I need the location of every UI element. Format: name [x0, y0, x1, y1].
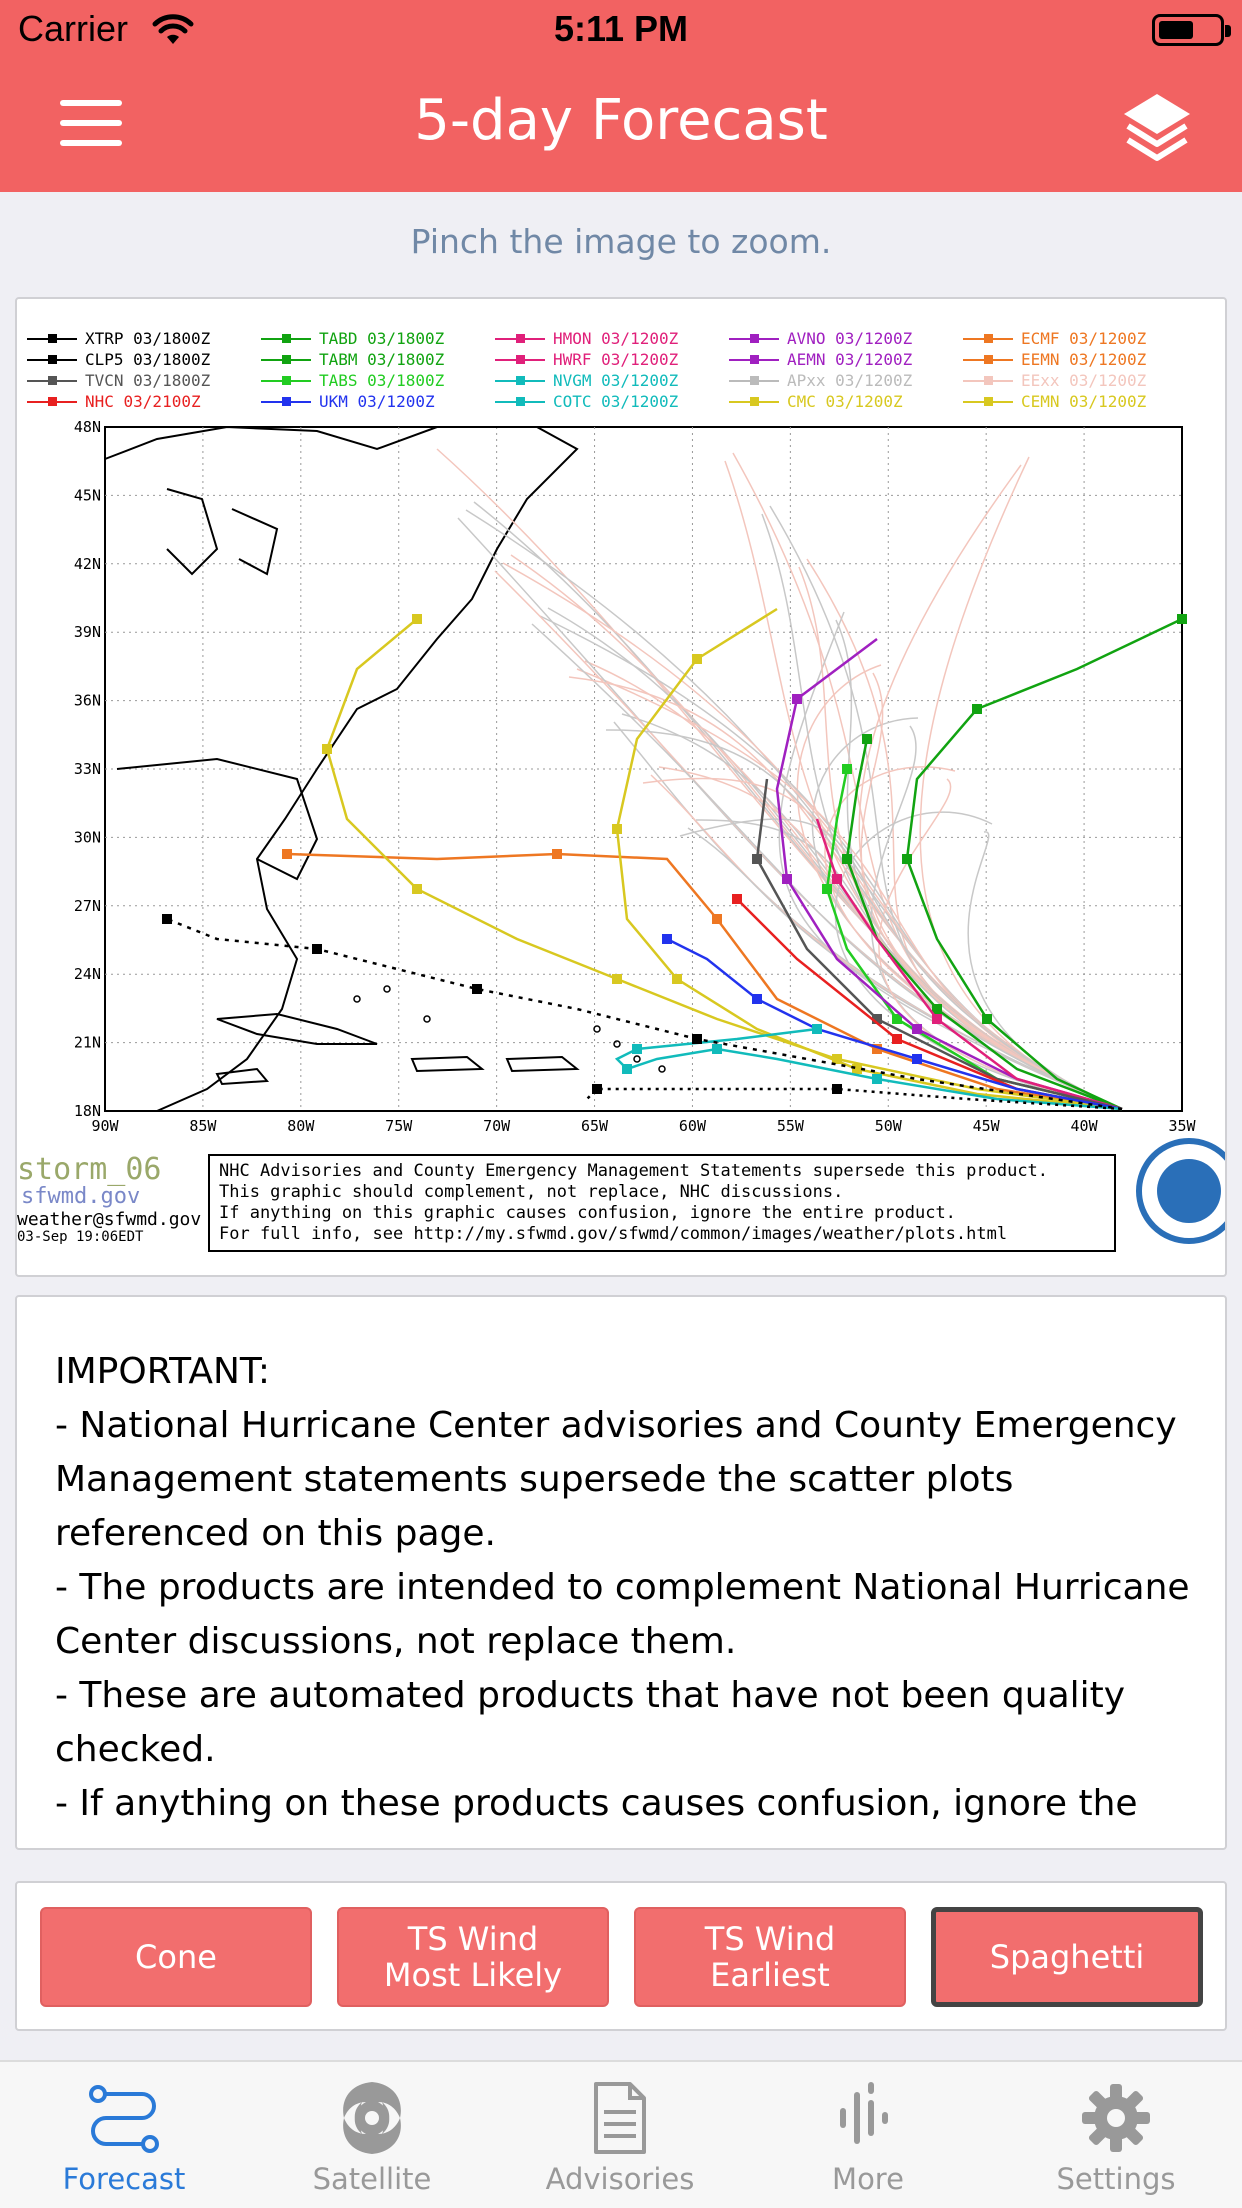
- important-item: - The products are intended to complement National Hurricane Center discussions, not replace them.: [55, 1567, 1190, 1662]
- latitude-label: 33N: [73, 760, 101, 778]
- track-marker: [842, 764, 852, 774]
- legend-label: EEMN 03/1200Z: [1021, 350, 1147, 369]
- legend-label: AEMN 03/1200Z: [787, 350, 913, 369]
- site-logo: sfwmd.gov: [21, 1184, 141, 1209]
- track-marker: [692, 654, 702, 664]
- longitude-label: 60W: [678, 1117, 707, 1135]
- legend-label: APxx 03/1200Z: [787, 371, 913, 390]
- track-marker: [912, 1054, 922, 1064]
- legend-marker: [48, 355, 57, 364]
- legend-label: HWRF 03/1200Z: [553, 350, 679, 369]
- latitude-label: 39N: [73, 623, 101, 642]
- longitude-label: 55W: [776, 1117, 804, 1135]
- legend-marker: [984, 334, 993, 343]
- status-bar: [0, 0, 1242, 60]
- tab-label: Settings: [1056, 2162, 1176, 2196]
- track-marker: [852, 1064, 862, 1074]
- track-marker: [472, 984, 482, 994]
- longitude-label: 80W: [287, 1117, 315, 1135]
- latitude-label: 27N: [73, 896, 101, 915]
- important-item: - These are automated products that have not been quality checked.: [55, 1675, 1126, 1770]
- tab-more[interactable]: [744, 2062, 992, 2208]
- plot-timestamp: 03-Sep 19:06EDT: [17, 1229, 144, 1245]
- tab-label: Forecast: [62, 2162, 186, 2196]
- legend-marker: [750, 355, 759, 364]
- longitude-label: 65W: [580, 1117, 609, 1135]
- legend-marker: [282, 397, 291, 406]
- tab-settings[interactable]: [992, 2062, 1240, 2208]
- track-marker: [672, 974, 682, 984]
- track-marker: [732, 894, 742, 904]
- longitude-label: 35W: [1168, 1117, 1196, 1135]
- longitude-label: 75W: [385, 1117, 413, 1135]
- tab-label: More: [832, 2162, 904, 2196]
- important-notice[interactable]: [15, 1295, 1227, 1850]
- track-marker: [662, 934, 672, 944]
- track-marker: [592, 1084, 602, 1094]
- track-marker: [982, 1014, 992, 1024]
- disclaimer-line: NHC Advisories and County Emergency Management Statements supersede this product.: [219, 1161, 1049, 1181]
- legend-marker: [282, 376, 291, 385]
- longitude-label: 85W: [189, 1117, 217, 1135]
- track-marker: [752, 994, 762, 1004]
- track-marker: [902, 854, 912, 864]
- track-marker: [912, 1024, 922, 1034]
- track-marker: [692, 1034, 702, 1044]
- legend-marker: [48, 376, 57, 385]
- longitude-label: 40W: [1070, 1117, 1098, 1135]
- tab-label: Advisories: [545, 2162, 695, 2196]
- legend-label: NVGM 03/1200Z: [553, 371, 679, 390]
- waveform-icon: [828, 2078, 908, 2158]
- page-title: 5-day Forecast: [414, 88, 828, 153]
- tab-label: Satellite: [312, 2162, 432, 2196]
- storm-name: storm_06: [17, 1152, 162, 1187]
- disclaimer-line: If anything on this graphic causes confusion, ignore the entire product.: [219, 1203, 956, 1223]
- ts-wind-most-likely-button[interactable]: TS Wind Most Likely: [337, 1907, 609, 2007]
- latitude-label: 18N: [73, 1102, 101, 1120]
- longitude-label: 45W: [972, 1117, 1000, 1135]
- document-icon: [580, 2078, 660, 2158]
- carrier-label: Carrier: [18, 8, 129, 49]
- district-seal-inner: [1157, 1159, 1221, 1223]
- legend-label: TABS 03/1800Z: [319, 371, 445, 390]
- legend-label: XTRP 03/1800Z: [85, 329, 211, 348]
- legend-marker: [48, 397, 57, 406]
- track-marker: [412, 884, 422, 894]
- latitude-label: 24N: [73, 965, 101, 984]
- battery-icon: [1152, 14, 1224, 46]
- track-marker: [932, 1014, 942, 1024]
- legend-marker: [750, 397, 759, 406]
- track-marker: [842, 854, 852, 864]
- important-item: - If anything on these products causes confusion, ignore the: [55, 1783, 1138, 1824]
- track-marker: [972, 704, 982, 714]
- legend-label: UKM 03/1200Z: [319, 392, 435, 411]
- track-marker: [812, 1024, 822, 1034]
- tab-satellite[interactable]: [248, 2062, 496, 2208]
- track-marker: [552, 849, 562, 859]
- latitude-label: 21N: [73, 1033, 101, 1052]
- tab-forecast[interactable]: [0, 2062, 248, 2208]
- track-marker: [782, 874, 792, 884]
- important-item: - National Hurricane Center advisories and County Emergency Management statements supersede the scatter plots referenced on this page.: [55, 1405, 1177, 1554]
- tab-bar: [0, 2060, 1242, 2208]
- legend-label: NHC 03/2100Z: [85, 392, 201, 411]
- legend-marker: [516, 355, 525, 364]
- track-marker: [862, 734, 872, 744]
- track-marker: [752, 854, 762, 864]
- track-marker: [312, 944, 322, 954]
- legend-label: TVCN 03/1800Z: [85, 371, 211, 390]
- hurricane-icon: [332, 2078, 412, 2158]
- spaghetti-map[interactable]: [15, 297, 1227, 1277]
- ts-wind-earliest-button[interactable]: TS Wind Earliest: [634, 1907, 906, 2007]
- track-marker: [832, 1084, 842, 1094]
- route-icon: [84, 2078, 164, 2158]
- legend-label: CMC 03/1200Z: [787, 392, 903, 411]
- track-marker: [792, 694, 802, 704]
- important-list: [55, 1399, 1205, 1831]
- zoom-hint: Pinch the image to zoom.: [410, 222, 832, 261]
- legend-label: TABM 03/1800Z: [319, 350, 445, 369]
- track-marker: [612, 824, 622, 834]
- legend-marker: [984, 397, 993, 406]
- legend-marker: [516, 376, 525, 385]
- legend-label: ECMF 03/1200Z: [1021, 329, 1147, 348]
- track-marker: [162, 914, 172, 924]
- tab-advisories[interactable]: [496, 2062, 744, 2208]
- legend-label: AVNO 03/1200Z: [787, 329, 913, 348]
- longitude-label: 50W: [874, 1117, 902, 1135]
- spaghetti-button[interactable]: Spaghetti: [931, 1907, 1203, 2007]
- disclaimer-line: This graphic should complement, not replace, NHC discussions.: [219, 1182, 844, 1202]
- layers-icon[interactable]: [1118, 90, 1196, 162]
- contact-email: weather@sfwmd.gov: [17, 1209, 202, 1230]
- track-marker: [632, 1044, 642, 1054]
- latitude-label: 36N: [73, 691, 101, 710]
- legend-marker: [282, 334, 291, 343]
- track-marker: [612, 974, 622, 984]
- track-marker: [412, 614, 422, 624]
- cone-button[interactable]: Cone: [40, 1907, 312, 2007]
- legend-marker: [516, 334, 525, 343]
- legend-label: EExx 03/1200Z: [1021, 371, 1147, 390]
- latitude-label: 45N: [73, 486, 101, 505]
- disclaimer-line: For full info, see http://my.sfwmd.gov/sfwmd/common/images/weather/plots.html: [219, 1224, 1008, 1244]
- legend-marker: [984, 355, 993, 364]
- plot-frame: [105, 427, 1182, 1111]
- storm-track-map: [17, 299, 1227, 1277]
- latitude-label: 42N: [73, 554, 101, 573]
- clock: 5:11 PM: [553, 8, 689, 49]
- legend-label: CEMN 03/1200Z: [1021, 392, 1147, 411]
- track-marker: [892, 1034, 902, 1044]
- longitude-label: 90W: [91, 1117, 119, 1135]
- legend-marker: [750, 376, 759, 385]
- legend-label: HMON 03/1200Z: [553, 329, 679, 348]
- legend-marker: [984, 376, 993, 385]
- track-marker: [822, 884, 832, 894]
- navigation-bar: [0, 60, 1242, 192]
- legend-label: TABD 03/1800Z: [319, 329, 445, 348]
- legend-label: COTC 03/1200Z: [553, 392, 679, 411]
- gear-icon: [1076, 2078, 1156, 2158]
- track-marker: [622, 1064, 632, 1074]
- legend-marker: [516, 397, 525, 406]
- track-marker: [832, 874, 842, 884]
- important-heading: IMPORTANT:: [55, 1351, 271, 1392]
- track-marker: [322, 744, 332, 754]
- track-marker: [282, 849, 292, 859]
- legend-marker: [282, 355, 291, 364]
- longitude-label: 70W: [483, 1117, 511, 1135]
- map-type-selector: [15, 1881, 1227, 2031]
- legend-label: CLP5 03/1800Z: [85, 350, 211, 369]
- legend-marker: [48, 334, 57, 343]
- track-marker: [872, 1074, 882, 1084]
- track-marker: [1177, 614, 1187, 624]
- track-marker: [712, 914, 722, 924]
- legend-marker: [750, 334, 759, 343]
- latitude-label: 30N: [73, 828, 101, 847]
- track-marker: [712, 1044, 722, 1054]
- latitude-label: 48N: [73, 418, 101, 436]
